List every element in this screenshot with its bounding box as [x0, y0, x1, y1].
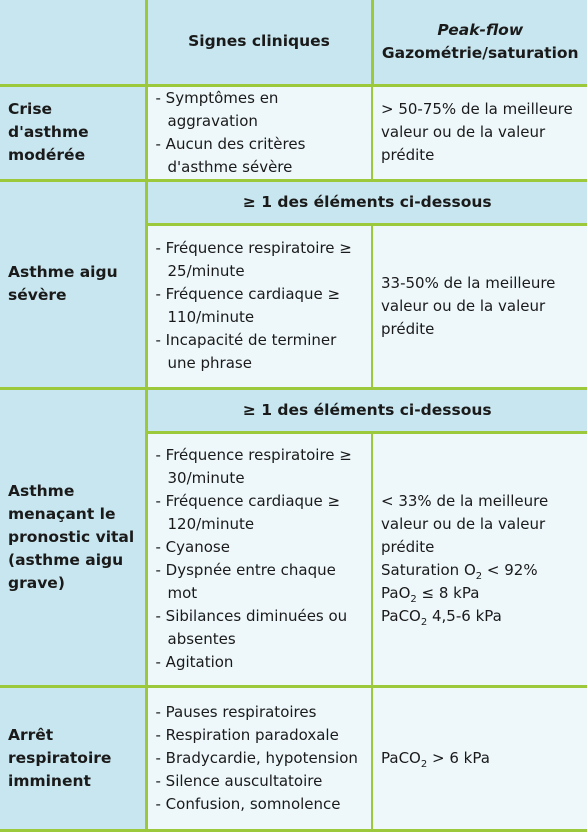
paco2-suffix: > 6 kPa	[427, 748, 490, 767]
row-label-moderate: Crise d'asthme modérée	[0, 85, 146, 180]
paco2	[381, 747, 579, 770]
peak-text: < 33% de la meilleure valeur ou de la valeur prédite	[381, 492, 549, 556]
paco2	[381, 605, 579, 628]
table-header-row	[0, 0, 587, 85]
row-label-imminent-arrest: Arrêt respiratoire imminent	[0, 686, 146, 830]
sign-item: - Sibilances diminuées ou absentes	[155, 607, 348, 648]
sign-item: - Aucun des critères d'asthme sévère	[155, 134, 306, 176]
pao2-sub: 2	[410, 594, 417, 605]
subheader-life-threatening: ≥ 1 des éléments ci-dessous	[146, 388, 587, 432]
header-gazometry: Gazométrie/saturation	[381, 43, 579, 62]
pao2-prefix: PaO	[381, 584, 411, 602]
signs-cell	[146, 85, 372, 180]
table-row	[0, 388, 587, 432]
row-label-life-threatening: Asthme menaçant le pronostic vital (asthme aigu grave)	[0, 388, 146, 686]
sign-item: - Bradycardie, hypotension	[155, 748, 358, 767]
sign-item: - Fréquence cardiaque ≥ 120/minute	[155, 492, 341, 533]
sign-item: - Incapacité de terminer une phrase	[155, 331, 337, 372]
signs-cell	[146, 686, 372, 830]
table-row	[0, 180, 587, 224]
table-row	[0, 686, 587, 830]
paco2-prefix: PaCO	[381, 748, 421, 767]
peak-cell	[372, 85, 587, 180]
paco2-sub: 2	[420, 617, 428, 628]
table-row	[0, 85, 587, 180]
header-peak-flow-italic: Peak-flow	[437, 20, 524, 39]
sign-item: - Fréquence cardiaque ≥ 110/minute	[155, 285, 341, 326]
header-peak-flow	[372, 0, 587, 85]
subheader-severe: ≥ 1 des éléments ci-dessous	[146, 180, 587, 224]
peak-cell	[372, 224, 587, 388]
paco2-suffix: 4,5-6 kPa	[427, 607, 502, 625]
sign-item: - Fréquence respiratoire ≥ 30/minute	[155, 446, 352, 487]
row-label-severe: Asthme aigu sévère	[0, 180, 146, 388]
signs-cell	[146, 432, 372, 686]
sign-item: - Confusion, somnolence	[155, 794, 341, 813]
sign-item: - Cyanose	[155, 538, 230, 556]
peak-text: > 50-75% de la meilleure valeur ou de la valeur prédite	[381, 100, 573, 164]
header-clinical-signs-text: Signes cliniques	[188, 32, 330, 51]
signs-cell	[146, 224, 372, 388]
header-empty-cell	[0, 0, 146, 85]
sign-item: - Agitation	[155, 653, 234, 671]
sign-item: - Silence auscultatoire	[155, 771, 323, 790]
sign-item: - Pauses respiratoires	[155, 702, 317, 721]
header-clinical-signs	[146, 0, 372, 85]
paco2-sub: 2	[420, 758, 428, 770]
peak-text: 33-50% de la meilleure valeur ou de la valeur prédite	[381, 273, 556, 338]
saturation-o2	[381, 559, 579, 582]
sat-suffix: < 92%	[482, 561, 538, 579]
peak-cell	[372, 686, 587, 830]
paco2-prefix: PaCO	[381, 607, 421, 625]
sat-prefix: Saturation O	[381, 561, 476, 579]
sign-item: - Dyspnée entre chaque mot	[155, 561, 336, 602]
pao2	[381, 582, 579, 605]
peak-cell	[372, 432, 587, 686]
sign-item: - Symptômes en aggravation	[155, 88, 279, 130]
pao2-suffix: ≤ 8 kPa	[416, 584, 480, 602]
sign-item: - Fréquence respiratoire ≥ 25/minute	[155, 239, 352, 280]
sign-item: - Respiration paradoxale	[155, 725, 339, 744]
sat-sub: 2	[475, 571, 483, 582]
